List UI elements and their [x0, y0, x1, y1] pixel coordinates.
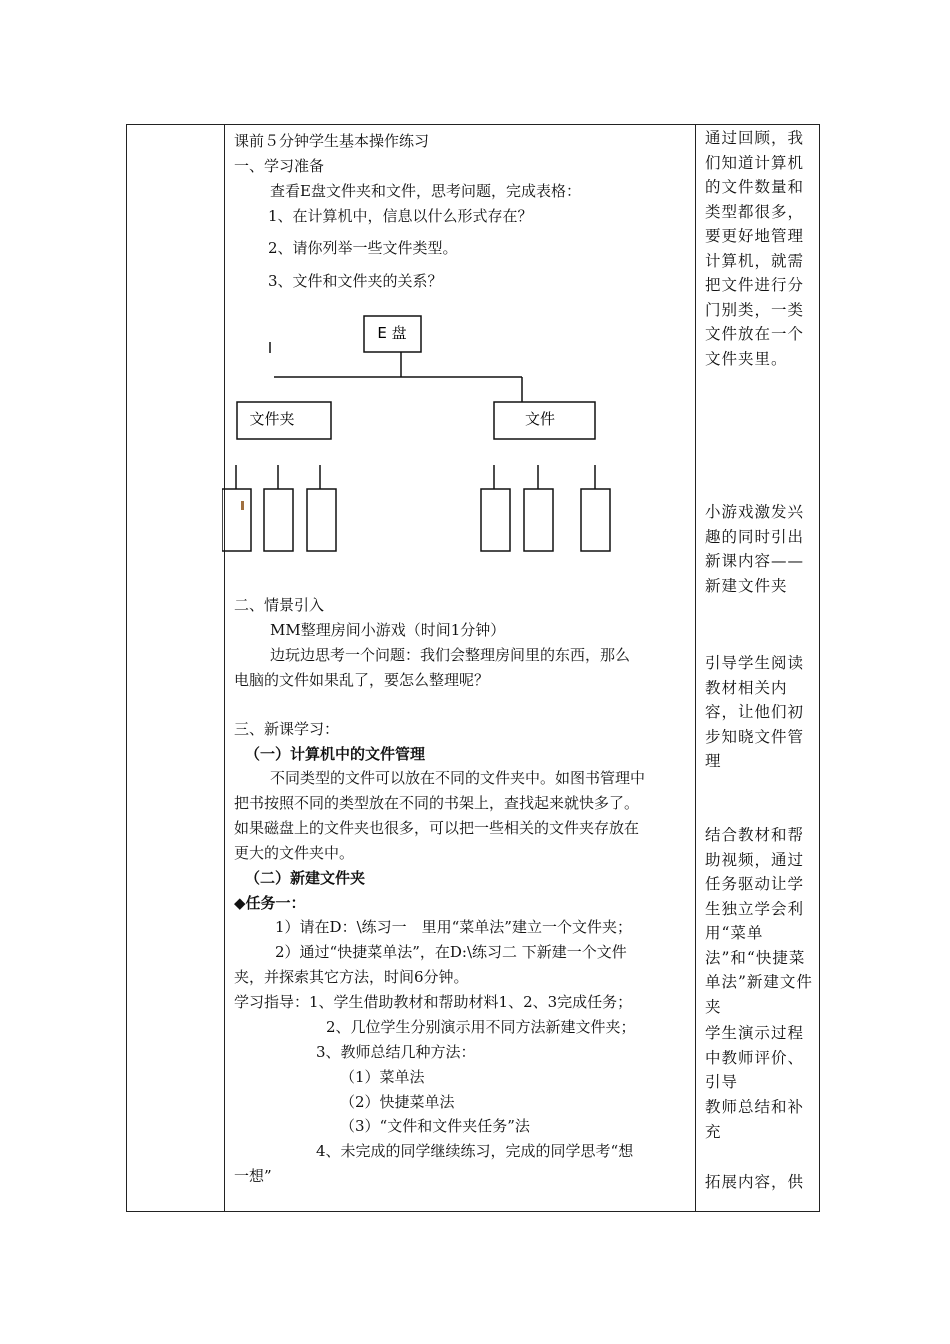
method-2: （2）快捷菜单法 [340, 1093, 455, 1111]
game-line: MM整理房间小游戏（时间1分钟） [270, 621, 506, 639]
file-item-3 [581, 489, 610, 551]
section-3-title: 三、新课学习： [234, 720, 340, 738]
file-item-1 [481, 489, 510, 551]
think-line-1: 边玩边思考一个问题：我们会整理房间里的东西，那么 [270, 646, 631, 664]
note-demo: 学生演示过程中教师评价、引导 [705, 1024, 805, 1091]
section-1-intro: 查看E盘文件夹和文件，思考问题，完成表格： [270, 182, 581, 200]
task-1: 1）请在D：\练习一 里用“菜单法”建立一个文件夹； [275, 918, 632, 936]
note-extension: 拓展内容，供 [705, 1173, 805, 1191]
subfolder-2 [264, 489, 293, 551]
warmup-line: 课前５分钟学生基本操作练习 [234, 132, 430, 150]
column-divider-1 [224, 124, 225, 1212]
disk-e-label: E 盘 [377, 324, 407, 342]
guide-1: 学习指导：1、学生借助教材和帮助材料1、2、3完成任务； [234, 993, 633, 1011]
note-reading: 引导学生阅读教材相关内容，让他们初步知晓文件管理 [705, 654, 805, 770]
file-structure-diagram [222, 312, 622, 557]
paragraph-1-line-1: 不同类型的文件可以放在不同的文件夹中。如图书管理中 [270, 769, 646, 787]
file-label: 文件 [524, 410, 556, 428]
file-item-2 [524, 489, 553, 551]
subfolder-1 [222, 489, 251, 551]
subsection-2-title: （二）新建文件夹 [245, 869, 366, 887]
guide-4-line-1: 4、未完成的同学继续练习，完成的同学思考“想 [316, 1142, 634, 1160]
section-2-title: 二、情景引入 [234, 596, 325, 614]
note-game: 小游戏激发兴趣的同时引出新课内容——新建文件夹 [705, 503, 805, 595]
question-3: 3、文件和文件夹的关系？ [268, 272, 443, 290]
subsection-1-title: （一）计算机中的文件管理 [245, 745, 426, 763]
think-line-2: 电脑的文件如果乱了，要怎么整理呢？ [234, 671, 490, 689]
paragraph-1-line-2: 把书按照不同的类型放在不同的书架上，查找起来就快多了。 [234, 794, 640, 812]
task-2-line-2: 夹，并探索其它方法，时间6分钟。 [234, 968, 469, 986]
folder-label: 文件夹 [249, 410, 295, 428]
section-1-title: 一、学习准备 [234, 157, 325, 175]
task-heading: ◆任务一： [234, 894, 306, 912]
question-2: 2、请你列举一些文件类型。 [268, 239, 458, 257]
subfolder-3 [307, 489, 336, 551]
method-3: （3）“文件和文件夹任务”法 [340, 1117, 530, 1135]
note-task: 结合教材和帮助视频，通过任务驱动让学生独立学会利用“菜单法”和“快捷菜单法”新建文件夹 [705, 826, 813, 1016]
task-2-line-1: 2）通过“快捷菜单法”，在D:\练习二 下新建一个文件 [275, 943, 627, 961]
question-1: 1、在计算机中，信息以什么形式存在？ [268, 207, 533, 225]
note-summary: 教师总结和补充 [705, 1098, 805, 1141]
note-review: 通过回顾，我们知道计算机的文件数量和类型都很多，要更好地管理计算机，就需把文件进行分门别类，一类文件放在一个文件夹里。 [705, 129, 805, 368]
method-1: （1）菜单法 [340, 1068, 425, 1086]
paragraph-1-line-4: 更大的文件夹中。 [234, 844, 355, 862]
column-divider-2 [695, 124, 696, 1212]
guide-2: 2、几位学生分别演示用不同方法新建文件夹； [326, 1018, 636, 1036]
guide-3: 3、教师总结几种方法： [316, 1043, 476, 1061]
paragraph-1-line-3: 如果磁盘上的文件夹也很多，可以把一些相关的文件夹存放在 [234, 819, 640, 837]
guide-4-line-2: 一想” [234, 1167, 272, 1185]
